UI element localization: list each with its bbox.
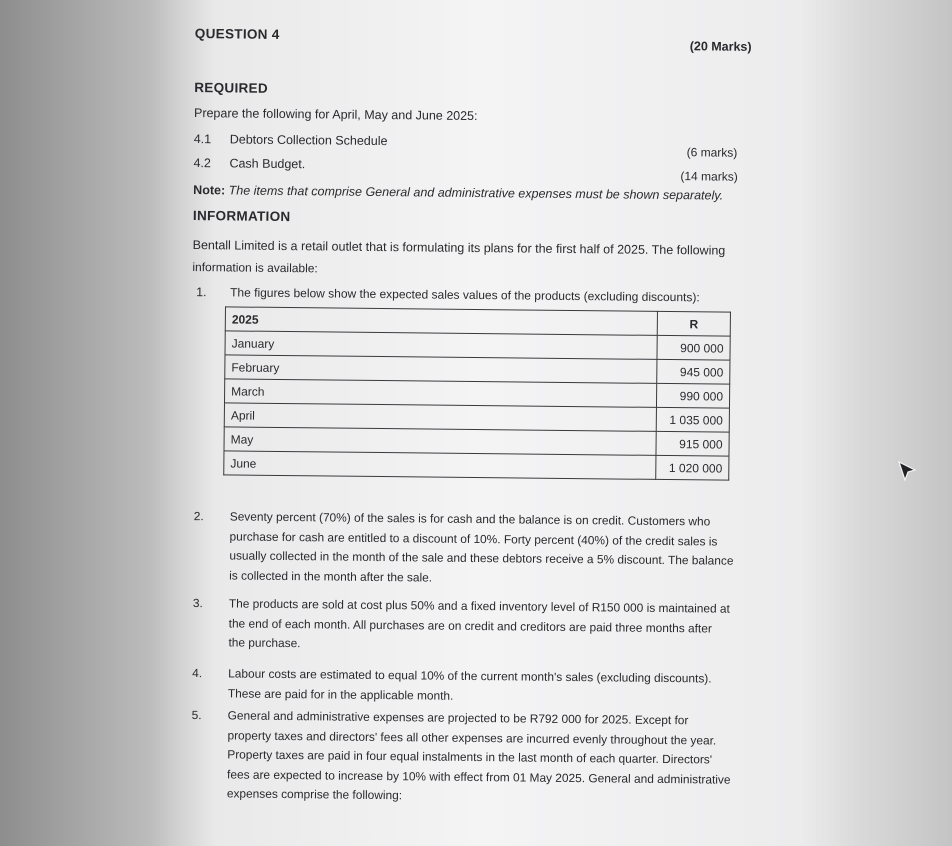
note-line: [193, 183, 723, 203]
point-number: 3.: [192, 596, 203, 611]
required-heading: REQUIRED: [194, 80, 269, 96]
point-line: These are paid for in the applicable month.: [227, 685, 454, 703]
value-cell: 1 035 000: [656, 407, 729, 432]
point-line: the purchase.: [228, 635, 301, 651]
required-item-number: 4.1: [193, 132, 212, 147]
information-intro-line: information is available:: [192, 260, 318, 276]
required-item-label: Cash Budget.: [229, 156, 306, 172]
point-number: 2.: [193, 509, 204, 524]
point-line: purchase for cash are entitled to a discount of 10%. Forty percent (40%) of the credit sales is: [229, 528, 718, 549]
month-cell: April: [224, 403, 656, 432]
value-cell: 1 020 000: [656, 455, 729, 480]
required-item-number: 4.2: [193, 156, 211, 171]
required-intro: Prepare the following for April, May and June 2025:: [193, 106, 478, 124]
information-intro-line: Bentall Limited is a retail outlet that is formulating its plans for the first half of 2025. The following: [192, 238, 726, 258]
value-cell: 900 000: [657, 335, 730, 360]
value-cell: 915 000: [656, 431, 729, 456]
point-line: usually collected in the month of the sale and these debtors receive a 5% discount. The balance: [229, 548, 734, 568]
point-line: Property taxes are paid in four equal instalments in the last month of each quarter. Directors': [227, 747, 713, 767]
month-cell: June: [224, 451, 656, 480]
value-cell: 990 000: [656, 383, 729, 408]
month-cell: January: [225, 331, 657, 360]
point-line: property taxes and directors' fees all other expenses are incurred evenly throughout the year.: [227, 727, 717, 748]
required-item-label: Debtors Collection Schedule: [229, 132, 388, 149]
currency-header: R: [657, 311, 730, 336]
point-line: the end of each month. All purchases are on credit and creditors are paid three months after: [228, 615, 712, 635]
point-line: is collected in the month after the sale.: [229, 567, 433, 585]
required-item-marks: (14 marks): [680, 169, 738, 184]
point-line: fees are expected to increase by 10% with effect from 01 May 2025. General and administrative: [227, 766, 731, 787]
point-line: General and administrative expenses are projected to be R792 000 for 2025. Except for: [227, 708, 689, 728]
year-header: 2025: [225, 307, 657, 336]
note-label: Note:: [193, 183, 226, 198]
point-text: The figures below show the expected sales values of the products (excluding discounts):: [230, 285, 700, 305]
point-line: Labour costs are estimated to equal 10% of the current month's sales (excluding discounts).: [228, 666, 712, 686]
sales-table: [223, 306, 731, 480]
month-cell: March: [224, 379, 656, 408]
note-text: The items that comprise General and administrative expenses must be shown separately.: [228, 183, 724, 203]
question-marks: (20 Marks): [689, 39, 752, 54]
question-title: QUESTION 4: [194, 26, 280, 42]
point-number: 1.: [196, 285, 207, 300]
month-cell: February: [225, 355, 657, 384]
value-cell: 945 000: [657, 359, 730, 384]
table-row: [224, 451, 729, 480]
point-number: 5.: [191, 708, 202, 723]
point-line: expenses comprise the following:: [226, 786, 403, 803]
month-cell: May: [224, 427, 656, 456]
required-item-marks: (6 marks): [686, 145, 738, 160]
point-line: The products are sold at cost plus 50% and a fixed inventory level of R150 000 is maintained at: [228, 596, 730, 616]
information-heading: INFORMATION: [192, 208, 291, 225]
mouse-pointer-icon: [896, 460, 918, 486]
point-number: 4.: [192, 666, 203, 681]
point-line: Seventy percent (70%) of the sales is for cash and the balance is on credit. Customers who: [229, 509, 711, 529]
